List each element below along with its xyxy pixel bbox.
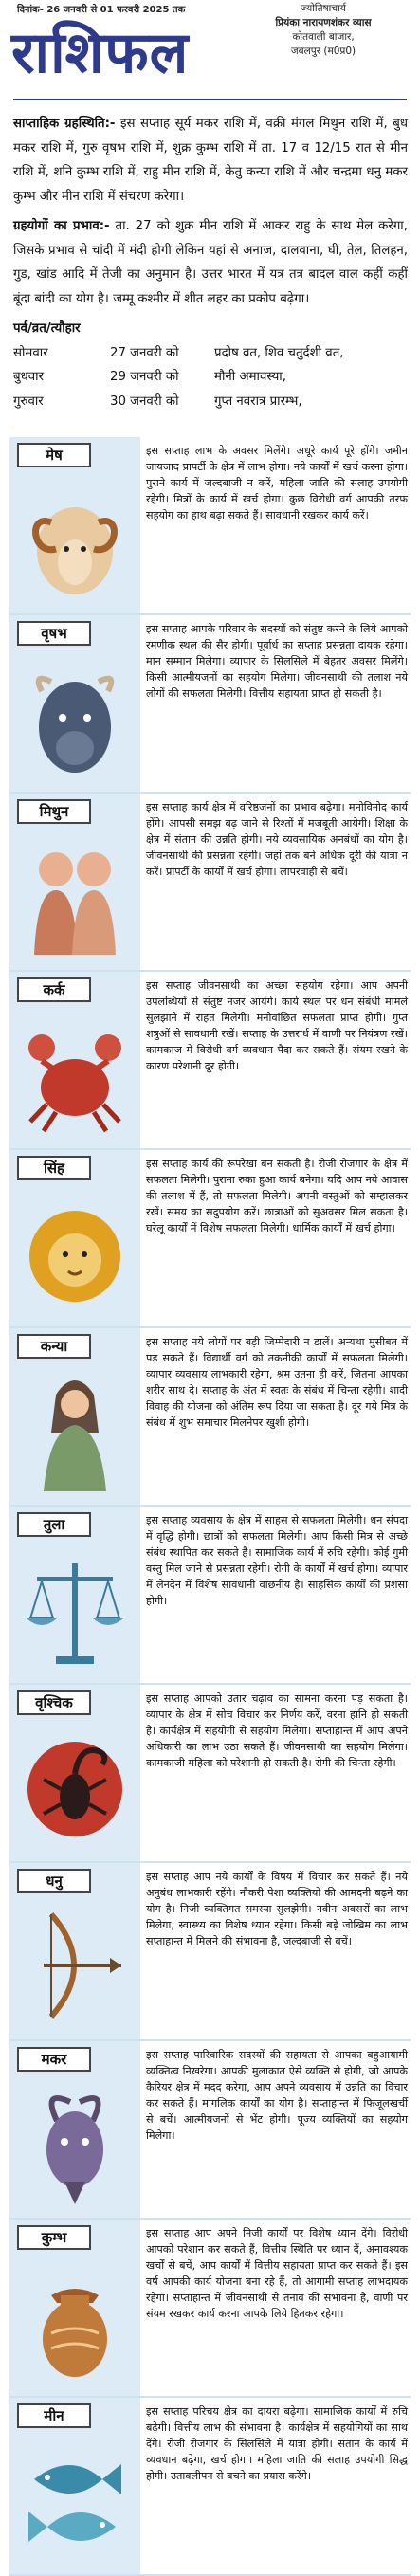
rashi-row-meen xyxy=(9,2398,411,2576)
festival-row xyxy=(13,341,408,366)
rashi-text: इस सप्ताह आपको उतार चढ़ाव का सामना करना पड़ सकता है। व्यापार के क्षेत्र में सोच विचार कर निर्णय करें, वरना हानि हो सकती है। कार्यक्षेत्र में सहयोगी से सहयोग मिलेगा। सप्ताहान्त में आप अपने अधिकारी का लाभ उठा सकते हैं। जीवनसाथी का सहयोग मिलेगा। कामकाजी महिला को परेशानी हो सकती है। रोगी की चिन्ता रहेगी। xyxy=(146,1692,408,1769)
rashi-name: कर्क xyxy=(17,977,91,1002)
astrologer-address-line1: कोतवाली बाजार, xyxy=(292,31,355,43)
rashi-panel xyxy=(9,2220,140,2396)
rashi-panel xyxy=(9,1328,140,1505)
rashi-name: कन्या xyxy=(17,1334,91,1359)
ram-icon xyxy=(23,475,127,604)
festival-event: प्रदोष व्रत, शिव चतुर्दशी व्रत, xyxy=(214,345,344,360)
rashi-text: इस सप्ताह आप नये कार्यों के विषय में विचार कर सकते हैं। नये अनुबंध लाभकारी रहेंगे। नौकरी पेशा व्यक्तियों की आमदनी बढ़ने का योग है। निजी व्यक्तिगत समस्या सुलझेगी। नवीन अवसरों का लाभ मिलेगा, स्वास्थ्य का विशेष ध्यान रहेगा। किसी बड़े जोखिम का लाभ सप्ताहान्त में मिलने की संभावना है, जल्दबाजी से बचें। xyxy=(146,1871,408,1947)
rashi-panel xyxy=(9,437,140,613)
festival-row xyxy=(13,365,408,390)
lion-icon xyxy=(23,1188,127,1317)
rashi-row-kumbh xyxy=(9,2220,411,2398)
astrologer-name: प्रियंका नारायणशंकर व्यास xyxy=(275,17,372,28)
rashi-panel xyxy=(9,1507,140,1683)
rashi-name: मकर xyxy=(17,2047,91,2072)
festival-date: 30 जनवरी को xyxy=(110,393,179,409)
goat-icon xyxy=(23,2079,127,2208)
festivals-table xyxy=(13,341,408,414)
rashi-row-kanya xyxy=(9,1328,411,1507)
rashi-name: कुम्भ xyxy=(17,2225,91,2250)
planetary-effects-paragraph xyxy=(13,214,408,311)
planetary-positions-text: इस सप्ताह सूर्य मकर राशि में, वक्री मंगल मिथुन राशि में, बुध मकर राशि में, गुरु वृषभ राशि में, शुक्र कुम्भ राशि में ता. 17 व 12/15 रात से मीन राशि में, शनि कुम्भ राशि में, राहु मीन राशि में, केतु कन्या राशि में और चन्द्रमा धनु मकर कुम्भ और मीन राशि में संचरण करेगा। xyxy=(13,117,408,204)
planetary-effects-text: ता. 27 को शुक्र मीन राशि में आकर राहु के साथ मेल करेगा, जिसके प्रभाव से चांदी में मंदी होगी लेकिन यहां से अनाज, दालवाना, घी, तेल, तिलहन, गुड, खांड आदि में तेजी का अनुमान है। उत्तर भारत में यत्र तत्र बादल वाल कहीं कहीं बूंदा बांदी का योग है। जम्मू कश्मीर में शीत लहर का प्रकोप बढ़ेगा। xyxy=(13,219,408,306)
rashi-row-mithun xyxy=(9,794,411,972)
rashi-name: सिंह xyxy=(17,1156,91,1180)
rashi-text: इस सप्ताह कार्य की रूपरेखा बन सकती है। रोजी रोजगार के क्षेत्र में सफलता मिलेगी। पुराना रुका हुआ कार्य बनेगा। यदि आप नये आवास की तलाश में हैं, तो सफलता मिलेगी। अपनी वस्तुओं को सम्हालकर रखें। समय का सदुपयोग करें। छात्राओं को सुअवसर मिल सकता है। घरेलू कार्यों में विशेष सफलता मिलेगी। धार्मिक कार्यों में खर्च होगा। xyxy=(146,1158,408,1234)
planetary-positions-paragraph xyxy=(13,112,408,209)
rashi-text: इस सप्ताह नये लोगों पर बड़ी जिम्मेदारी न डालें। अन्यथा मुसीबत में पड़ सकते हैं। विद्यार्थी वर्ग को तकनीकी कार्यों में सफलता मिलेगी। व्यापार व्यवसाय लाभकारी रहेगा, श्रम उतना ही करें, जितना आपका शरीर साथ दे। सप्ताह के अंत में स्वतः के संबंध में चिन्ता रहेगी। शादी विवाह की योजना को अंतिम रूप दिया जा सकता है। दूर गये मित्र के संबंध में शुभ समाचार मिलनेपर खुशी होगी। xyxy=(146,1336,408,1429)
rashi-name: वृश्चिक xyxy=(17,1690,91,1715)
rashi-name: तुला xyxy=(17,1512,91,1537)
rashi-row-tula xyxy=(9,1507,411,1685)
festival-date: 27 जनवरी को xyxy=(110,345,179,360)
rashi-text: इस सप्ताह लाभ के अवसर मिलेंगे। अधूरे कार्य पूरे होंगे। जमीन जायजाद प्रापर्टी के क्षेत्र में लाभ होगा। नये कार्यों में खर्च करना होगा। पुराने कार्य में जल्दबाजी न करें, महिला जाति की सलाह उपयोगी रहेगी। मित्रों के कार्य में खर्च होगा। कुछ विरोधी वर्ग आपकी तरफ सहयोग का हाथ बढ़ा सकते हैं। सावधानी रखकर कार्य करें। xyxy=(146,445,408,521)
rashi-name: मिथुन xyxy=(17,799,91,824)
archer-icon xyxy=(23,1901,127,2030)
festival-day: गुरुवार xyxy=(13,393,44,409)
date-line: दिनांक- 26 जनवरी से 01 फरवरी 2025 तक xyxy=(17,5,186,15)
rashi-row-makar xyxy=(9,2041,411,2220)
rashi-text: इस सप्ताह परिचय क्षेत्र का दायरा बढ़ेगा। सामाजिक कार्यों में रुचि बढ़ेगी। वित्तीय लाभ की संभावना है। कार्यक्षेत्र में सहयोगियों का साथ देंगे। रोजी रोजगार के सिलसिले में यात्रा होगी। संतान के कार्य में व्यवधान बढ़ेगा, खर्च होगा। महिला जाति की सलाह उपयोगी सिद्ध होगी। उतावलीपन से बचने का प्रयास करेंगे। xyxy=(146,2405,408,2482)
festival-day: बुधवार xyxy=(13,370,45,384)
rashi-panel xyxy=(9,2041,140,2218)
rashi-list xyxy=(9,437,411,2576)
rashi-panel xyxy=(9,1150,140,1326)
rashi-row-vrishchik xyxy=(9,1685,411,1863)
rashi-row-mesh xyxy=(9,437,411,615)
rashi-row-kark xyxy=(9,972,411,1150)
rashi-panel xyxy=(9,615,140,792)
festival-event: गुप्त नवरात्र प्रारम्भ, xyxy=(214,393,302,409)
rashi-row-vrishabh xyxy=(9,615,411,794)
festival-event: मौनी अमावस्या, xyxy=(214,370,286,384)
rashi-text: इस सप्ताह व्यवसाय के क्षेत्र में साहस से सफलता मिलेगी। धन संपदा में वृद्धि होगी। छात्रों को सफलता मिलेगी। आप किसी मित्र से अच्छे संबंध स्थापित कर सकते हैं। सामाजिक कार्य में रुचि रहेगी। कोई गुमी वस्तु मिल जाने से प्रसन्नता रहेगी। रोगी के कार्यों में खर्च होगा। व्यापार में लेनदेन में विशेष सावधानी वांछनीय है। साहसिक कार्यों की प्रशंसा होगी। xyxy=(146,1514,408,1607)
rashi-row-dhanu xyxy=(9,1863,411,2041)
rashi-name: मीन xyxy=(17,2403,91,2428)
festival-day: सोमवार xyxy=(13,345,48,360)
astrologer-address-line2: जबलपुर (म0प्र0) xyxy=(290,46,356,57)
rashi-row-singh xyxy=(9,1150,411,1328)
festivals-heading: पर्व/व्रत/त्यौहार xyxy=(13,321,81,336)
page-title: राशिफल xyxy=(11,20,190,86)
rashi-text: इस सप्ताह आपके परिवार के सदस्यों को संतुष्ट करने के लिये आपको रमणीक स्थल की सैर होगी। पूर्वार्ध का सप्ताह प्रसन्नता दायक रहेगा। मान सम्मान मिलेगा। व्यापार के सिलसिले में बेहतर अवसर मिलेंगे। किसी आत्मीयजनों का सहयोग मिलेगा। जीवनसाथी की तलाश नये लोगों की सफलता मिलेगी। वित्तीय सहायता प्राप्त हो सकती है। xyxy=(146,623,408,700)
planetary-effects-lead: ग्रहयोगों का प्रभाव:- xyxy=(13,219,110,233)
rashi-text: इस सप्ताह कार्य क्षेत्र में वरिष्ठजनों का प्रभाव बढ़ेगा। मनोविनोद कार्य होंगे। आपसी समझ बढ़ जाने से रिश्तों में मजबूती आयेगी। शिक्षा के क्षेत्र में संतान की उन्नति होगी। नये व्यवसायिक अनबंधों का योग है। जीवनसाथी की प्रसन्नता रहेगी। जहां तक बने अधिक दूरी की यात्रा न करें। प्रापर्टी के कार्यों में खर्च होगा। लापरवाही से बचें। xyxy=(146,801,408,878)
crab-icon xyxy=(23,1010,127,1139)
rashi-text: इस सप्ताह पारिवारिक सदस्यों की सहायता से आपका बहुआयामी व्यक्तित्व निखरेगा। आपकी मुलाकात ऐसे व्यक्ति से होगी, जो आपके कैरियर क्षेत्र में मदद करेगा, आप अपने व्यवसाय में उन्नति का विचार कर सकते हैं। मांगलिक कार्यों का योग है। सप्ताहान्त में फिजूलखर्ची से बचें। आत्मीयजनों से भेंट होगी। पूज्य व्यक्तियों का सहयोग मिलेगा। xyxy=(146,2049,408,2142)
rashi-name: मेष xyxy=(17,443,91,467)
rashi-name: धनु xyxy=(17,1869,91,1893)
maiden-icon xyxy=(23,1366,127,1495)
masthead xyxy=(0,0,420,106)
planetary-positions-lead: साप्ताहिक ग्रहस्थिति:- xyxy=(13,117,116,131)
rashi-panel xyxy=(9,1863,140,2039)
astrologer-block xyxy=(239,2,408,59)
scales-icon xyxy=(23,1544,127,1673)
twins-icon xyxy=(23,831,127,960)
rashi-panel xyxy=(9,972,140,1148)
rashi-panel xyxy=(9,1685,140,1861)
header-rule xyxy=(13,99,407,100)
fish-icon xyxy=(23,2436,127,2565)
rashi-panel xyxy=(9,794,140,970)
water-bearer-icon xyxy=(23,2257,127,2386)
rashi-text: इस सप्ताह आप अपने निजी कार्यों पर विशेष ध्यान देंगे। विरोधी आपको परेशान कर सकते हैं, वित्तीय स्थिति पर ध्यान दें, अनावश्यक खर्चों से बचें, आप कार्यों में वित्तीय सहायता प्राप्त कर सकते हैं। इस वर्ष आपकी कार्य योजना बना रहे हैं, तो आगामी सप्ताह लाभदायक रहेगा। सप्ताहान्त में जीवनसाथी से तनाव की संभावना है, वाणी पर संयम रखकर कार्य करना आपके लिये हितकर रहेगा। xyxy=(146,2227,408,2320)
rashi-name: वृषभ xyxy=(17,621,91,646)
scorpion-icon xyxy=(23,1723,127,1852)
festival-date: 29 जनवरी को xyxy=(110,370,179,384)
bull-icon xyxy=(23,653,127,782)
festival-row xyxy=(13,390,408,414)
rashi-text: इस सप्ताह जीवनसाथी का अच्छा सहयोग रहेगा। आप अपनी उपलब्धियों से संतुष्ट नजर आयेंगे। कार्य स्थल पर धन संबंधी मामले सुलझाने में राहत मिलेगी। मनोवांछित सफलता प्राप्त होगी। गुप्त शत्रुओं से सावधानी रखें। सप्ताह के उत्तरार्ध में वाणी पर नियंत्रण रखें। कामकाज में विरोधी वर्ग व्यवधान पैदा कर सकते हैं। संयम रखने के कारण परेशानी दूर होगी। xyxy=(146,979,408,1072)
rashi-panel xyxy=(9,2398,140,2574)
astrologer-designation: ज्योतिषाचार्य xyxy=(301,3,346,14)
article xyxy=(13,112,408,413)
